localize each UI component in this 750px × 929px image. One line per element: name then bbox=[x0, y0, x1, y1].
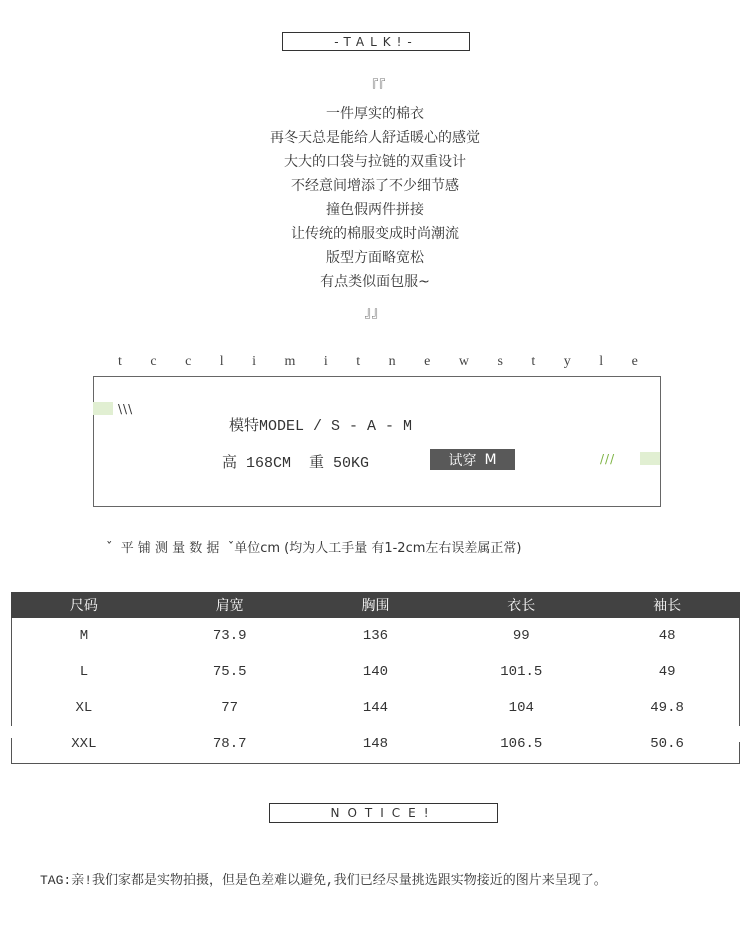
brand-letter: e bbox=[631, 354, 638, 369]
tryon-label: 试穿 bbox=[448, 452, 477, 469]
brand-letter: c bbox=[185, 354, 192, 369]
table-cell: 49.8 bbox=[650, 700, 684, 716]
table-cell: 136 bbox=[362, 628, 389, 644]
brand-letter: t bbox=[356, 354, 361, 369]
measurement-note: ˇ 平 铺 测 量 数 据 ˇ单位cm (均为人工手量 有1-2cm左右误差属正常) bbox=[106, 541, 522, 556]
tryon-badge bbox=[430, 449, 515, 470]
tag-disclaimer: TAG:亲!我们家都是实物拍摄，但是色差难以避免,我们已经尽量挑选跟实物接近的图片来呈现了。 bbox=[40, 873, 607, 888]
poem-line: 不经意间增添了不少细节感 bbox=[291, 178, 459, 194]
talk-banner bbox=[282, 32, 470, 51]
poem-line: 版型方面略宽松 bbox=[326, 250, 424, 266]
brand-letter: c bbox=[150, 354, 157, 369]
brand-letter: e bbox=[424, 354, 431, 369]
model-size-line: 模特MODEL / S - A - M bbox=[229, 418, 413, 435]
notice-label: NOTICE! bbox=[330, 806, 437, 820]
tryon-size: M bbox=[484, 451, 497, 468]
size-table bbox=[11, 592, 740, 762]
table-cell: 75.5 bbox=[212, 664, 247, 680]
brand-letter: i bbox=[323, 354, 328, 369]
table-cell: 50.6 bbox=[650, 736, 684, 752]
table-cell: 77 bbox=[221, 700, 239, 716]
table-cell: 49 bbox=[658, 664, 676, 680]
brand-letter: m bbox=[284, 354, 296, 369]
poem-line: 有点类似面包服~ bbox=[320, 274, 430, 290]
table-cell: 78.7 bbox=[212, 736, 247, 752]
table-cell: XXL bbox=[71, 736, 97, 752]
notice-banner bbox=[269, 803, 498, 823]
table-cell: M bbox=[79, 628, 89, 644]
table-cell: 73.9 bbox=[212, 628, 247, 644]
table-cell: 104 bbox=[508, 700, 534, 716]
brand-letter: t bbox=[118, 354, 122, 369]
model-measure-line: 高 168CM 重 50KG bbox=[222, 455, 370, 472]
table-cell: 140 bbox=[362, 664, 389, 680]
brand-letter: t bbox=[531, 354, 536, 369]
green-accent-left bbox=[93, 402, 113, 415]
brand-letter: w bbox=[458, 354, 469, 369]
table-row bbox=[11, 654, 740, 690]
hatch-right: /// bbox=[600, 452, 616, 466]
brand-spaced-title bbox=[118, 354, 638, 370]
frame-gap-right bbox=[736, 726, 742, 742]
table-cell: L bbox=[79, 664, 89, 680]
table-header-cell: 胸围 bbox=[361, 599, 390, 615]
brand-letter: i bbox=[252, 354, 257, 369]
poem-line: 一件厚实的棉衣 bbox=[326, 106, 424, 122]
table-cell: 99 bbox=[512, 628, 530, 644]
frame-gap-left bbox=[9, 726, 14, 738]
table-header-row bbox=[11, 592, 740, 618]
table-row bbox=[11, 726, 740, 762]
table-body bbox=[11, 618, 740, 762]
table-header-cell: 衣长 bbox=[507, 599, 536, 615]
table-cell: 101.5 bbox=[500, 664, 543, 680]
table-cell: 48 bbox=[658, 628, 676, 644]
quote-open: 『『 bbox=[364, 79, 386, 95]
brand-letter: y bbox=[563, 354, 571, 369]
table-cell: 144 bbox=[362, 700, 389, 716]
talk-label: -TALK!- bbox=[334, 34, 418, 49]
green-accent-right bbox=[640, 452, 660, 465]
table-row bbox=[11, 690, 740, 726]
model-info-box bbox=[93, 376, 661, 507]
table-header-cell: 尺码 bbox=[69, 599, 98, 615]
hatch-left: \\\ bbox=[118, 402, 134, 416]
description-poem bbox=[0, 102, 750, 294]
poem-line: 撞色假两件拼接 bbox=[326, 202, 424, 218]
table-header-cell: 袖长 bbox=[653, 599, 682, 615]
brand-letter: l bbox=[599, 354, 604, 369]
quote-close: 』』 bbox=[364, 305, 386, 321]
table-header-cell: 肩宽 bbox=[215, 599, 244, 615]
brand-letter: n bbox=[388, 354, 396, 369]
table-cell: 106.5 bbox=[500, 736, 543, 752]
brand-letter: l bbox=[219, 354, 224, 369]
brand-letter: s bbox=[497, 354, 503, 369]
table-row bbox=[11, 618, 740, 654]
table-cell: XL bbox=[75, 700, 93, 716]
table-cell: 148 bbox=[362, 736, 389, 752]
poem-line: 让传统的棉服变成时尚潮流 bbox=[291, 226, 459, 242]
poem-line: 再冬天总是能给人舒适暖心的感觉 bbox=[270, 130, 480, 146]
poem-line: 大大的口袋与拉链的双重设计 bbox=[284, 154, 466, 170]
